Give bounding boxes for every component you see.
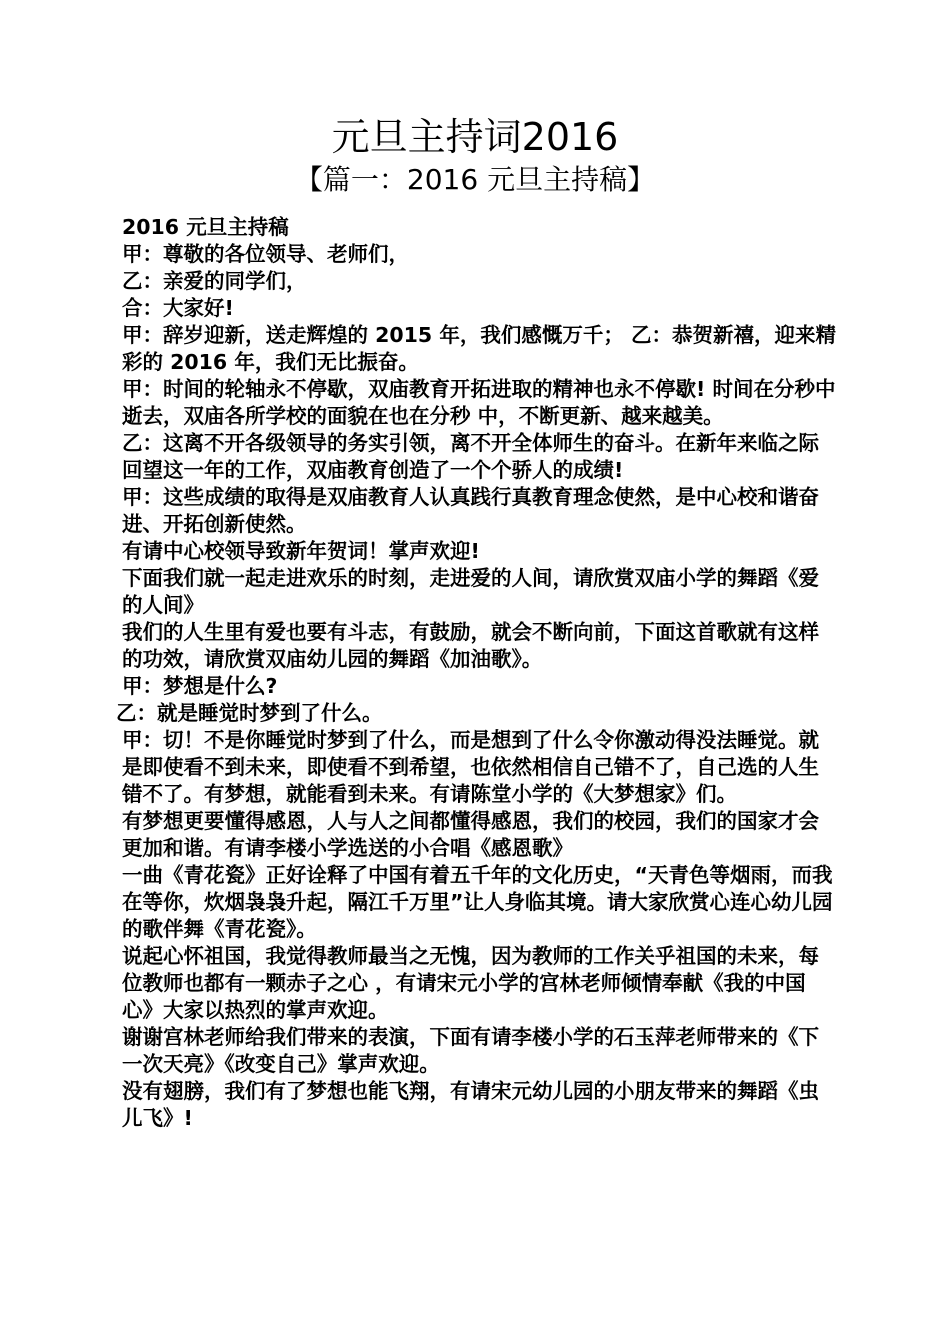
paragraph: 乙：就是睡觉时梦到了什么。 [116,701,383,725]
paragraph: 有请中心校领导致新年贺词！掌声欢迎! [122,539,480,563]
paragraph: 我们的人生里有爱也要有斗志，有鼓励，就会不断向前，下面这首歌就有这样的功效，请欣赏双庙幼儿园的舞蹈《加油歌》。 [122,620,819,671]
paragraph: 谢谢宫林老师给我们带来的表演，下面有请李楼小学的石玉萍老师带来的《下一次天亮》《改变自己》掌声欢迎。 [122,1025,819,1076]
document-body [116,214,836,1132]
paragraph: 没有翅膀，我们有了梦想也能飞翔，有请宋元幼儿园的小朋友带来的舞蹈《虫儿飞》! [122,1079,819,1130]
paragraph: 甲：时间的轮轴永不停歇，双庙教育开拓进取的精神也永不停歇! 时间在分秒中逝去，双庙各所学校的面貌在也在分秒 中，不断更新、越来越美。 [122,377,836,428]
paragraph: 下面我们就一起走进欢乐的时刻，走进爱的人间，请欣赏双庙小学的舞蹈《爱的人间》 [122,566,819,617]
paragraph: 甲：这些成绩的取得是双庙教育人认真践行真教育理念使然，是中心校和谐奋进、开拓创新使然。 [122,485,819,536]
paragraph: 甲：切！不是你睡觉时梦到了什么，而是想到了什么令你激动得没法睡觉。就是即使看不到未来，即使看不到希望，也依然相信自己错不了，自己选的人生错不了。有梦想，就能看到未来。有请陈堂小学的《大梦想家》们。 [122,728,819,806]
paragraph: 甲：辞岁迎新，送走辉煌的 2015 年，我们感慨万千； 乙：恭贺新禧，迎来精彩的 2016 年，我们无比振奋。 [122,323,836,374]
paragraph: 2016 元旦主持稿 [122,215,289,239]
paragraph: 有梦想更要懂得感恩，人与人之间都懂得感恩，我们的校园，我们的国家才会更加和谐。有请李楼小学选送的小合唱《感恩歌》 [122,809,819,860]
paragraph: 乙：亲爱的同学们， [122,269,307,293]
paragraph: 甲：梦想是什么? [122,674,278,698]
document-title: 元旦主持词2016 [331,115,619,159]
paragraph: 乙：这离不开各级领导的务实引领，离不开全体师生的奋斗。在新年来临之际回望这一年的工作，双庙教育创造了一个个骄人的成绩! [122,431,819,482]
document-subtitle: 【篇一：2016 元旦主持稿】 [294,163,656,196]
paragraph: 甲：尊敬的各位领导、老师们， [122,242,409,266]
paragraph: 一曲《青花瓷》正好诠释了中国有着五千年的文化历史，“天青色等烟雨，而我在等你，炊烟袅袅升起，隔江千万里”让人身临其境。请大家欣赏心连心幼儿园的歌伴舞《青花瓷》。 [122,863,833,941]
paragraph: 合：大家好! [122,296,234,320]
paragraph: 说起心怀祖国，我觉得教师最当之无愧，因为教师的工作关乎祖国的未来，每位教师也都有一颗赤子之心 ，有请宋元小学的宫林老师倾情奉献《我的中国心》大家以热烈的掌声欢迎。 [122,944,819,1022]
